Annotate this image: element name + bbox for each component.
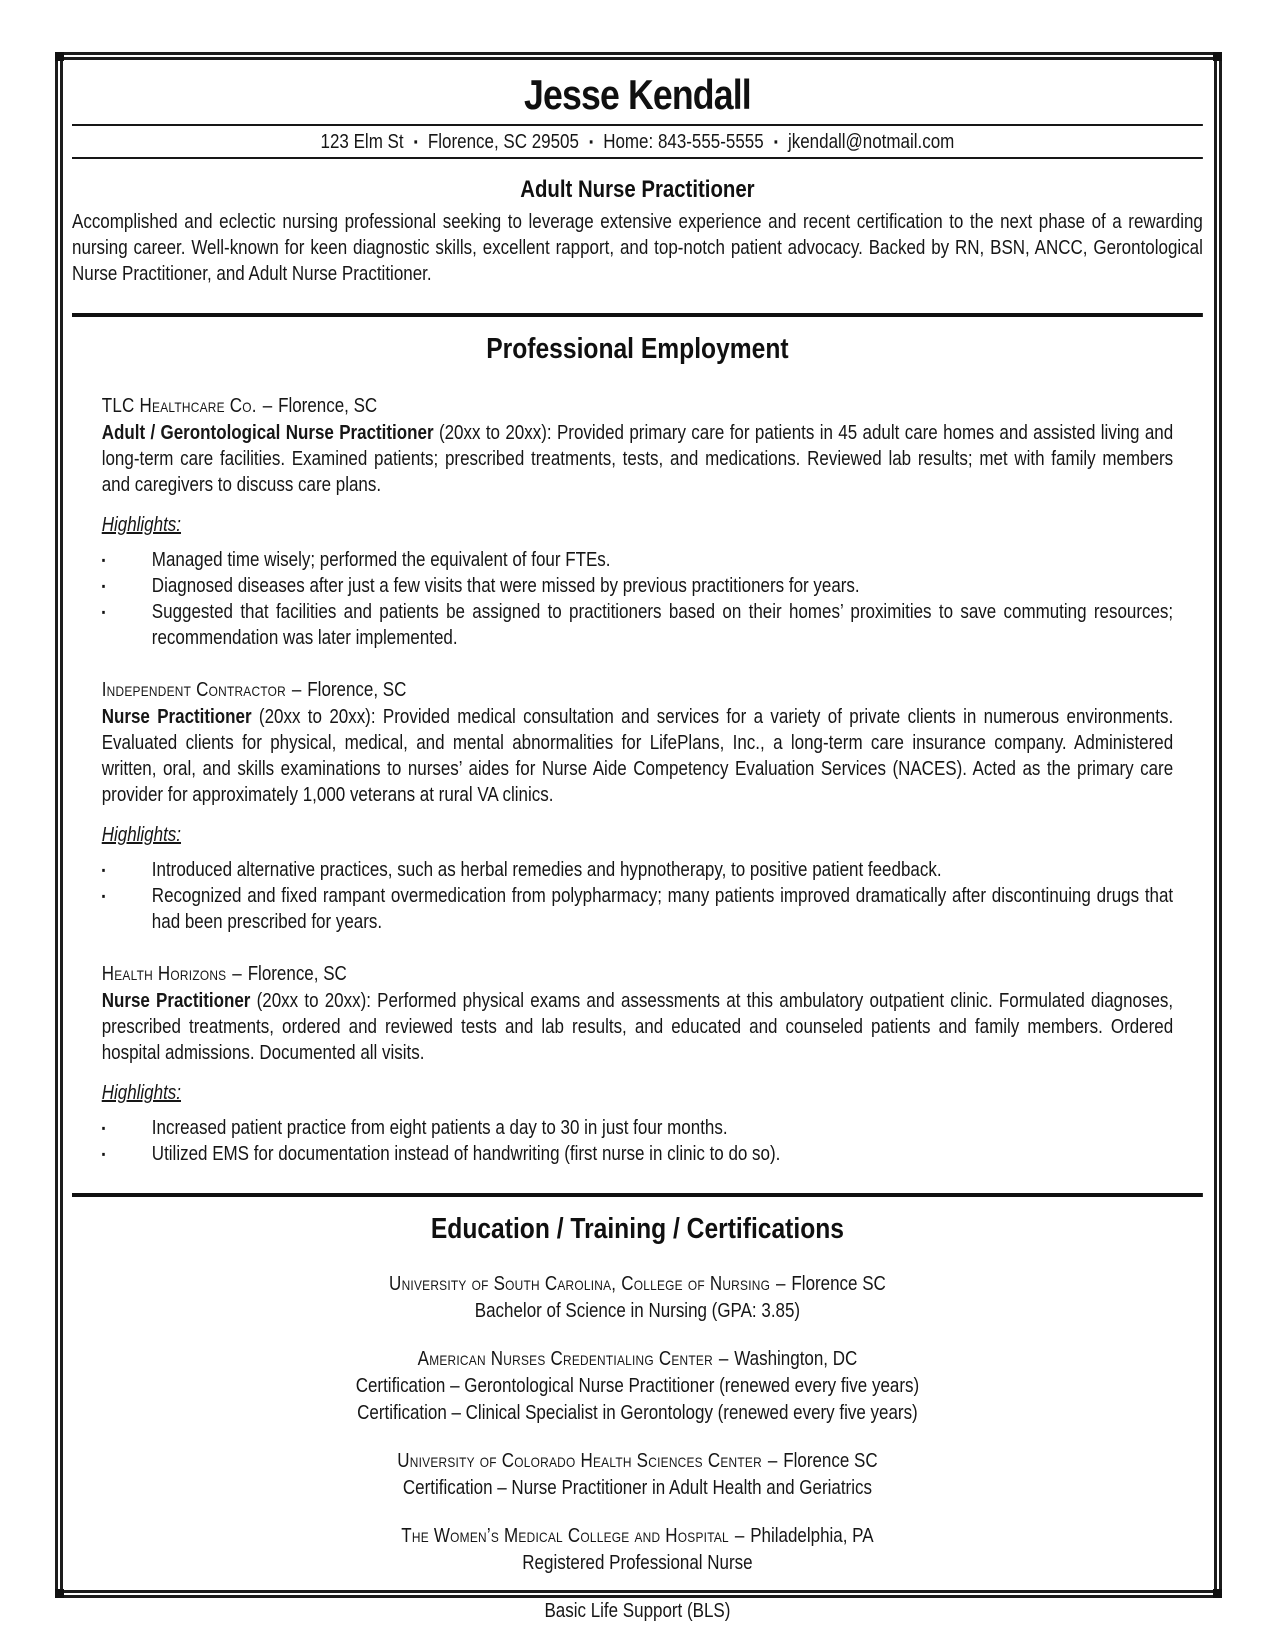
job-location: Florence, SC xyxy=(247,963,347,985)
job-description-paragraph xyxy=(102,704,1173,808)
education-detail: Bachelor of Science in Nursing (GPA: 3.85) xyxy=(474,1300,801,1322)
education-section xyxy=(72,1211,1203,1625)
education-location: Washington, DC xyxy=(734,1348,858,1370)
highlight-text: Increased patient practice from eight patients a day to 30 in just four months. xyxy=(151,1117,728,1139)
highlight-text: Diagnosed diseases after just a few visits that were missed by previous practitioners for years. xyxy=(151,575,860,597)
contact-address: 123 Elm St xyxy=(320,131,404,153)
dash-separator: – xyxy=(232,963,242,985)
education-institution: University of Colorado Health Sciences Center xyxy=(397,1450,762,1472)
employment-heading: Professional Employment xyxy=(486,333,789,365)
dash-separator: – xyxy=(734,1525,745,1547)
section-divider xyxy=(72,1193,1203,1197)
job-company: TLC Healthcare Co. xyxy=(101,395,257,417)
job-title: Adult / Gerontological Nurse Practitioner xyxy=(101,422,434,444)
education-heading: Education / Training / Certifications xyxy=(430,1213,845,1245)
frame-corner-icon xyxy=(55,52,64,61)
education-institution: The Women’s Medical College and Hospital xyxy=(401,1525,729,1547)
job-entry xyxy=(102,677,1173,935)
highlight-item xyxy=(102,1141,1173,1167)
education-institution: American Nurses Credentialing Center xyxy=(417,1348,713,1370)
education-detail: Basic Life Support (BLS) xyxy=(544,1600,731,1622)
job-title: Nurse Practitioner xyxy=(101,706,252,728)
objective-section xyxy=(72,175,1203,287)
job-company: Independent Contractor xyxy=(101,679,286,701)
contact-email: jkendall@notmail.com xyxy=(787,131,955,153)
resume-content xyxy=(72,60,1203,1625)
education-institution: University of South Carolina, College of Nursing xyxy=(389,1273,771,1295)
job-company-line xyxy=(102,393,1173,420)
contact-phone: Home: 843-555-5555 xyxy=(603,131,764,153)
employment-section xyxy=(72,331,1203,1167)
contact-city-state-zip: Florence, SC 29505 xyxy=(427,131,579,153)
education-location: Florence SC xyxy=(783,1450,878,1472)
job-entry xyxy=(102,961,1173,1167)
highlights-row xyxy=(102,1080,1173,1106)
job-description-paragraph xyxy=(102,420,1173,498)
frame-corner-icon xyxy=(1213,1589,1222,1598)
job-dates: (20xx to 20xx): xyxy=(438,422,552,444)
highlight-text: Recognized and fixed rampant overmedication from polypharmacy; many patients improved dramatically after discontinuing drugs that had been prescribed for years. xyxy=(151,885,1174,933)
highlights-list xyxy=(102,547,1173,651)
dash-separator: – xyxy=(767,1450,778,1472)
job-title: Nurse Practitioner xyxy=(101,990,251,1012)
highlight-text: Suggested that facilities and patients be assigned to practitioners based on their homes’ proximities to save commuting resources; recommendation was later implemented. xyxy=(151,601,1174,649)
page-border-frame xyxy=(55,52,1222,1622)
job-location: Florence, SC xyxy=(307,679,407,701)
highlights-label: Highlights: xyxy=(101,514,182,536)
education-institution-line xyxy=(102,1523,1173,1550)
education-location: Florence SC xyxy=(791,1273,886,1295)
square-separator-icon: ▪ xyxy=(773,134,778,149)
education-entry xyxy=(102,1598,1173,1625)
objective-title: Adult Nurse Practitioner xyxy=(520,176,755,203)
dash-separator: – xyxy=(776,1273,786,1295)
dash-separator: – xyxy=(718,1348,729,1370)
education-detail: Certification – Gerontological Nurse Practitioner (renewed every five years) xyxy=(355,1375,920,1397)
highlight-item xyxy=(102,883,1173,935)
frame-corner-icon xyxy=(55,1589,64,1598)
contact-line xyxy=(72,126,1203,157)
education-entry xyxy=(102,1523,1173,1577)
highlights-list xyxy=(102,857,1173,935)
highlights-row xyxy=(102,822,1173,848)
job-description: Provided primary care for patients in 45 adult care homes and assisted living and long-term care facilities. Examined patients; prescribed treatments, tests, and medications. Reviewed lab results; met with family members and caregivers to discuss care plans. xyxy=(101,422,1174,496)
objective-summary: Accomplished and eclectic nursing professional seeking to leverage extensive experience and recent certification to the next phase of a rewarding nursing career. Well-known for keen diagnostic skills, excellent rapport, and top-notch patient advocacy. Backed by RN, BSN, ANCC, Gerontological Nurse Practitioner, and Adult Nurse Practitioner. xyxy=(72,211,1203,285)
education-entry xyxy=(102,1346,1173,1427)
job-company-line xyxy=(102,961,1173,988)
education-entry xyxy=(102,1448,1173,1502)
highlights-row xyxy=(102,512,1173,538)
bullet-icon: ▪ xyxy=(101,1147,106,1161)
highlight-item xyxy=(102,857,1173,883)
job-description: Performed physical exams and assessments at this ambulatory outpatient clinic. Formulated diagnoses, prescribed treatments, ordered and reviewed tests and lab results, and educated and counseled patients and family members. Ordered hospital admissions. Documented all visits. xyxy=(101,990,1174,1064)
dash-separator: – xyxy=(262,395,273,417)
highlight-item xyxy=(102,573,1173,599)
highlights-label: Highlights: xyxy=(101,1082,182,1104)
job-company: Health Horizons xyxy=(101,963,227,985)
bullet-icon: ▪ xyxy=(101,605,106,619)
bullet-icon: ▪ xyxy=(101,1121,106,1135)
section-divider xyxy=(72,313,1203,317)
education-entry xyxy=(102,1271,1173,1325)
education-institution-line xyxy=(102,1271,1173,1298)
job-description: Provided medical consultation and services for a variety of private clients in numerous environments. Evaluated clients for physical, medical, and mental abnormalities for LifePlans, Inc., a long-term care insurance company. Administered written, oral, and skills examinations to nurses’ aides for Nurse Aide Competency Evaluation Services (NACES). Acted as the primary care provider for approximately 1,000 veterans at rural VA clinics. xyxy=(101,706,1174,806)
education-detail: Certification – Clinical Specialist in Gerontology (renewed every five years) xyxy=(357,1402,918,1424)
highlight-item xyxy=(102,599,1173,651)
education-institution-line xyxy=(102,1448,1173,1475)
header-rule-bottom xyxy=(72,157,1203,159)
job-entry xyxy=(102,393,1173,651)
page-title: Jesse Kendall xyxy=(524,71,751,118)
education-detail: Certification – Nurse Practitioner in Adult Health and Geriatrics xyxy=(402,1477,872,1499)
square-separator-icon: ▪ xyxy=(413,134,418,149)
highlight-text: Managed time wisely; performed the equivalent of four FTEs. xyxy=(151,549,611,571)
frame-corner-icon xyxy=(1213,52,1222,61)
job-location: Florence, SC xyxy=(278,395,378,417)
job-dates: (20xx to 20xx): xyxy=(258,706,376,728)
square-separator-icon: ▪ xyxy=(589,134,594,149)
education-location: Philadelphia, PA xyxy=(750,1525,874,1547)
highlight-item xyxy=(102,1115,1173,1141)
highlights-list xyxy=(102,1115,1173,1167)
job-dates: (20xx to 20xx): xyxy=(256,990,371,1012)
dash-separator: – xyxy=(291,679,302,701)
bullet-icon: ▪ xyxy=(101,863,106,877)
highlight-item xyxy=(102,547,1173,573)
highlight-text: Introduced alternative practices, such as herbal remedies and hypnotherapy, to positive patient feedback. xyxy=(151,859,942,881)
bullet-icon: ▪ xyxy=(101,579,106,593)
highlights-label: Highlights: xyxy=(101,824,182,846)
education-detail: Registered Professional Nurse xyxy=(522,1552,753,1574)
education-institution-line xyxy=(102,1346,1173,1373)
bullet-icon: ▪ xyxy=(101,889,106,903)
highlight-text: Utilized EMS for documentation instead of handwriting (first nurse in clinic to do so). xyxy=(151,1143,781,1165)
job-description-paragraph xyxy=(102,988,1173,1066)
bullet-icon: ▪ xyxy=(101,553,106,567)
job-company-line xyxy=(102,677,1173,704)
